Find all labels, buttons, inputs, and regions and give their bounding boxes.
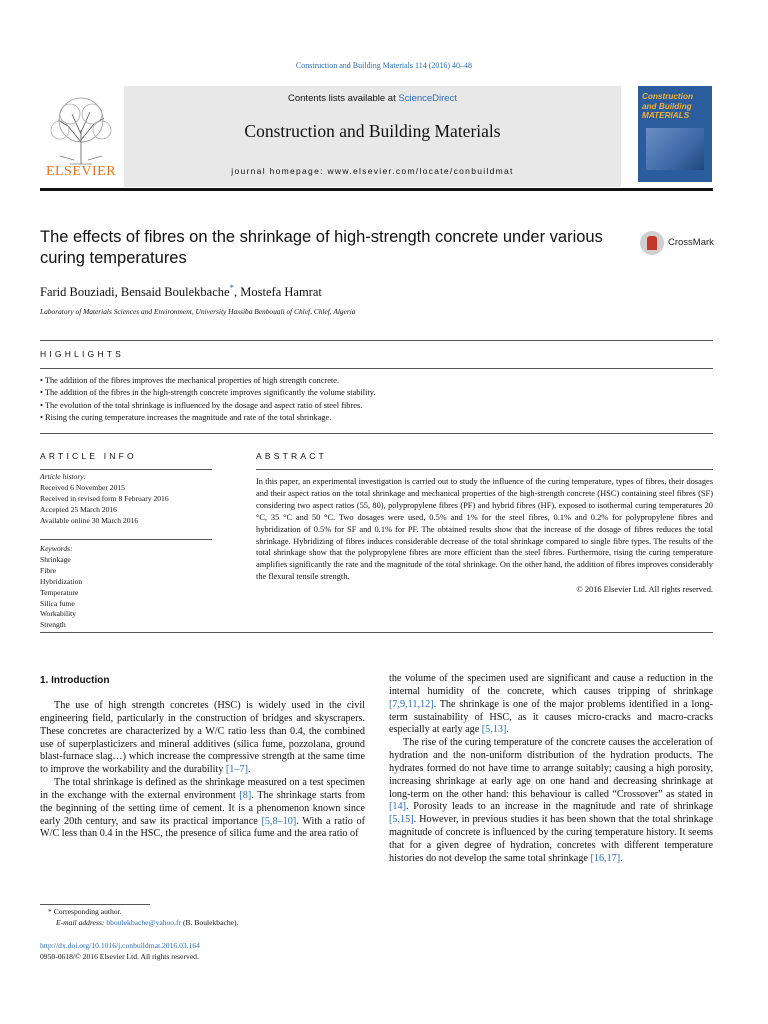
- ref-link[interactable]: [14]: [389, 801, 406, 813]
- history-item: Available online 30 March 2016: [40, 515, 139, 525]
- history-item: Received in revised form 8 February 2016: [40, 493, 169, 503]
- ref-link[interactable]: [1–7]: [225, 764, 248, 776]
- footnotes: [40, 907, 365, 929]
- keyword: Temperature: [40, 587, 79, 597]
- journal-cover-image: [646, 128, 704, 170]
- journal-citation-link[interactable]: Construction and Building Materials 114 (2016) 40–48: [295, 61, 473, 70]
- highlights-list: [40, 375, 713, 424]
- highlight-item: • Rising the curing temperature increases the magnitude and rate of the total shrinkage.: [40, 412, 332, 422]
- ref-link[interactable]: [16,17]: [590, 852, 621, 864]
- keyword: Strength: [40, 620, 66, 630]
- divider: [40, 539, 212, 540]
- ref-link[interactable]: [5,13]: [481, 724, 507, 736]
- keyword: Hybridization: [40, 576, 83, 586]
- header-rule: [40, 188, 713, 191]
- keyword: Fibre: [40, 565, 57, 575]
- abstract-text: In this paper, an experimental investigation is carried out to study the influence of the curing temperature, types of fibres, their dosages and their aspect ratios on the total shrinkage and mechanical properties of the high-strength concrete (HSC) containing steel fibres (SF) considering two aspect ratios (55, 80), polypropylene fibres (PF) and hybrid fibres (HF), exposed to isothermal curing temperatures 20 °C, 35 °C and 50 °C. Two dosages were used, 0.5% and 1% for the steel fibres, 0.1% and 0.2% for polypropylene fibres and hybridization of 0.5% for SF and 0.1% for PF. The obtained results show that the increase of the dosage of fibres reduces the total shrinkage. Hybridizing of fibres induces considerable decrease of the total shrinkage compared to single fibre types. The results of the total shrinkage show that the polypropylene fibres are more efficient than the steel fibres. Furthermore, rising the curing temperature amplifies significantly the rate and the magnitude of the total shrinkage. On the other hand, the addition of fibres improves considerably the flexural tensile strength. © 2016 Elsevier Ltd. All rights reserved.: [256, 477, 713, 595]
- article-info-heading: ARTICLE INFO: [40, 451, 137, 461]
- body-right-column: [389, 673, 713, 866]
- crossmark-icon: [640, 231, 664, 255]
- ref-link[interactable]: [8]: [239, 789, 252, 801]
- abstract-copyright: © 2016 Elsevier Ltd. All rights reserved.: [576, 585, 713, 595]
- crossmark-label: CrossMark: [668, 237, 714, 248]
- highlight-item: • The evolution of the total shrinkage is influenced by the dosage and aspect ratio of steel fibres.: [40, 400, 363, 410]
- journal-cover-title: Construction and Building MATERIALS: [638, 86, 712, 124]
- sciencedirect-link[interactable]: ScienceDirect: [398, 93, 457, 104]
- divider: [40, 340, 713, 341]
- divider: [40, 469, 212, 470]
- divider: [256, 469, 713, 470]
- affiliation: Laboratory of Materials Sciences and Environment, University Hassiba Benbouali of Chlef, Chlef, Algeria: [40, 307, 356, 316]
- paper-title: The effects of fibres on the shrinkage of high-strength concrete under various curing temperatures: [40, 228, 603, 267]
- section-heading-introduction: 1. Introduction: [40, 675, 110, 686]
- keyword: Silica fume: [40, 598, 75, 608]
- keyword: Shrinkage: [40, 554, 71, 564]
- doi-block: [40, 941, 200, 963]
- elsevier-wordmark: ELSEVIER: [45, 164, 117, 179]
- issn-line: 0950-0618/© 2016 Elsevier Ltd. All rights reserved.: [40, 951, 199, 961]
- journal-title: Construction and Building Materials: [244, 121, 501, 141]
- divider: [40, 433, 713, 434]
- corresponding-author-note: * Corresponding author.: [48, 907, 122, 916]
- history-item: Received 6 November 2015: [40, 482, 125, 492]
- ref-link[interactable]: [5,15]: [389, 814, 414, 826]
- ref-link[interactable]: [5,8–10]: [261, 815, 297, 827]
- keywords-label: Keywords:: [40, 544, 73, 553]
- highlight-item: • The addition of the fibres improves the mechanical properties of high strength concrete.: [40, 376, 340, 385]
- paragraph: The rise of the curing temperature of the concrete causes the acceleration of hydration and the non-uniform distribution of the hydration products. The hydrates formed do not have time to arrange suitably; causing a high porosity, increasing shrinkage at early age on one hand and decreasing shrinkage at long-term on the other hand: this behaviour is called “Crossover” as stated in [14]. Porosity leads to an increase in the magnitude and rate of shrinkage [5,15]. However, in previous studies it has been shown that the total shrinkage magnitude of concrete is influenced by the curing temperature history. It seems that for a given degree of hydration, concretes with different temperature histories do not develop the same total shrinkage [16,17].: [389, 737, 713, 864]
- journal-cover: [638, 86, 712, 182]
- authors: Farid Bouziadi, Bensaid Boulekbache*, Mostefa Hamrat: [40, 283, 322, 300]
- article-history-label: Article history:: [40, 472, 87, 481]
- paragraph: The total shrinkage is defined as the shrinkage measured on a test specimen in the exchange with the external environment [8]. The shrinkage starts from the beginning of the setting time of cement. It is a phenomenon known since early 20th century, and saw its practical importance [5,8–10]. With a ratio of W/C less than 0.4 in the HSC, the presence of silica fume and the area ratio of: [40, 777, 366, 840]
- contents-line: Contents lists available at ScienceDirect: [288, 93, 457, 104]
- paragraph: the volume of the specimen used are significant and cause a reduction in the internal humidity of the concrete, which causes tripping of shrinkage [7,9,11,12]. The shrinkage is one of the major problems identified in a long-term sustainability of HSC, as it causes micro-cracks and macro-cracks especially at early age [5,13].: [389, 673, 713, 736]
- highlight-item: • The addition of the fibres in the high-strength concrete improves significantly the volume stability.: [40, 388, 376, 398]
- divider: [40, 368, 713, 369]
- abstract-heading: ABSTRACT: [256, 451, 327, 461]
- highlights-heading: HIGHLIGHTS: [40, 349, 124, 359]
- keywords: [40, 544, 212, 631]
- journal-homepage[interactable]: journal homepage: www.elsevier.com/locate/conbuildmat: [231, 166, 514, 176]
- doi-link[interactable]: http://dx.doi.org/10.1016/j.conbuildmat.2016.03.164: [40, 941, 200, 950]
- footnote-rule: [40, 904, 150, 905]
- body-left-column: [40, 700, 365, 841]
- history-item: Accepted 25 March 2016: [40, 504, 117, 514]
- crossmark-button[interactable]: [640, 231, 720, 257]
- divider: [40, 632, 713, 633]
- corresponding-author-marker[interactable]: *: [229, 283, 235, 293]
- email-note: E-mail address: bboulekbache@yahoo.fr (B. Boulekbache).: [56, 917, 239, 927]
- elsevier-logo: [40, 90, 122, 182]
- keyword: Workability: [40, 609, 77, 619]
- article-history: [40, 472, 212, 527]
- email-link[interactable]: bboulekbache@yahoo.fr: [106, 917, 182, 927]
- paragraph: The use of high strength concretes (HSC) is widely used in the civil engineering field, particularly in the construction of bridges and skyscrapers. These concretes are characterized by a W/C ratio less than 0.4, the combined use of superplasticizers and mineral additives (silica fume, pozzolana, ground blast-furnace slag…) which increase the compressive strength at the same time to improve the workability and the durability [1–7].: [40, 700, 365, 776]
- ref-link[interactable]: [7,9,11,12]: [389, 698, 434, 710]
